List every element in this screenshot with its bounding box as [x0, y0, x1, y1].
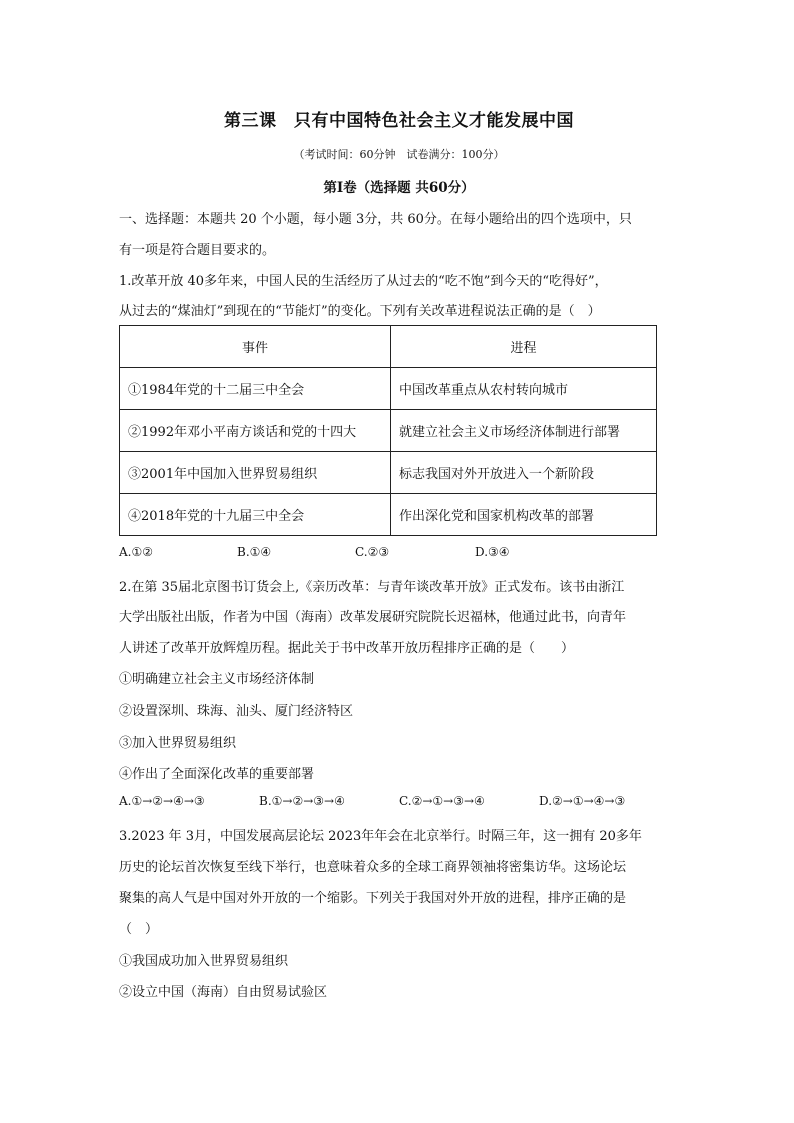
table-header: 事件	[120, 326, 391, 368]
option-d[interactable]: D.②→①→④→③	[539, 794, 626, 808]
question-3-item: ①我国成功加入世界贸易组织	[119, 954, 289, 969]
events-table	[119, 325, 657, 536]
instruction-line: 有一项是符合题目要求的。	[119, 243, 276, 258]
table-row	[120, 494, 657, 536]
section-heading: 第Ⅰ卷（选择题 共60分）	[323, 180, 475, 196]
table-cell: 中国改革重点从农村转向城市	[391, 368, 657, 410]
question-3-text: 3.2023 年 3月，中国发展高层论坛 2023年年会在北京举行。时隔三年，这一拥有 20多年	[119, 829, 642, 844]
question-2-item: ②设置深圳、珠海、汕头、厦门经济特区	[119, 704, 354, 719]
table-cell: ①1984年党的十二届三中全会	[120, 368, 391, 410]
option-b[interactable]: B.①④	[237, 545, 272, 559]
question-2-item: ④作出了全面深化改革的重要部署	[119, 767, 315, 782]
table-cell: 就建立社会主义市场经济体制进行部署	[391, 410, 657, 452]
table-cell: 标志我国对外开放进入一个新阶段	[391, 452, 657, 494]
option-c[interactable]: C.②③	[355, 545, 390, 559]
option-a[interactable]: A.①→②→④→③	[119, 794, 205, 808]
question-1-options	[119, 545, 679, 559]
table-cell: 作出深化党和国家机构改革的部署	[391, 494, 657, 536]
instruction-line: 一、选择题：本题共 20 个小题，每小题 3分，共 60分。在每小题给出的四个选项中，只	[119, 212, 632, 227]
question-2-text: 人讲述了改革开放辉煌历程。据此关于书中改革开放历程排序正确的是（ ）	[119, 641, 575, 656]
option-d[interactable]: D.③④	[475, 545, 510, 559]
question-3-text: （ ）	[119, 922, 159, 937]
question-3-text: 历史的论坛首次恢复至线下举行，也意味着众多的全球工商界领袖将密集访华。这场论坛	[119, 860, 627, 875]
option-b[interactable]: B.①→②→③→④	[259, 794, 345, 808]
question-3-text: 聚集的高人气是中国对外开放的一个缩影。下列关于我国对外开放的进程，排序正确的是	[119, 891, 627, 906]
question-2-text: 大学出版社出版，作者为中国（海南）改革发展研究院院长迟福林，他通过此书，向青年	[119, 610, 627, 625]
option-c[interactable]: C.②→①→③→④	[399, 794, 485, 808]
table-cell: ②1992年邓小平南方谈话和党的十四大	[120, 410, 391, 452]
page-title: 第三课 只有中国特色社会主义才能发展中国	[224, 111, 574, 131]
table-cell: ③2001年中国加入世界贸易组织	[120, 452, 391, 494]
table-row	[120, 368, 657, 410]
question-2-item: ①明确建立社会主义市场经济体制	[119, 672, 315, 687]
option-a[interactable]: A.①②	[119, 545, 153, 559]
exam-meta: （考试时间：60分钟 试卷满分：100分）	[293, 148, 505, 161]
question-3-item: ②设立中国（海南）自由贸易试验区	[119, 985, 328, 1000]
table-row	[120, 410, 657, 452]
question-1-text: 1.改革开放 40多年来，中国人民的生活经历了从过去的“吃不饱”到今天的“吃得好”，	[119, 274, 608, 289]
question-2-item: ③加入世界贸易组织	[119, 736, 237, 751]
question-2-text: 2.在第 35届北京图书订货会上,《亲历改革：与青年谈改革开放》正式发布。该书由浙江	[119, 580, 625, 595]
question-1-text: 从过去的“煤油灯”到现在的“节能灯”的变化。下列有关改革进程说法正确的是（ ）	[119, 304, 601, 319]
table-cell: ④2018年党的十九届三中全会	[120, 494, 391, 536]
table-header: 进程	[391, 326, 657, 368]
table-row	[120, 452, 657, 494]
table-header-row	[120, 326, 657, 368]
question-2-options	[119, 794, 679, 808]
